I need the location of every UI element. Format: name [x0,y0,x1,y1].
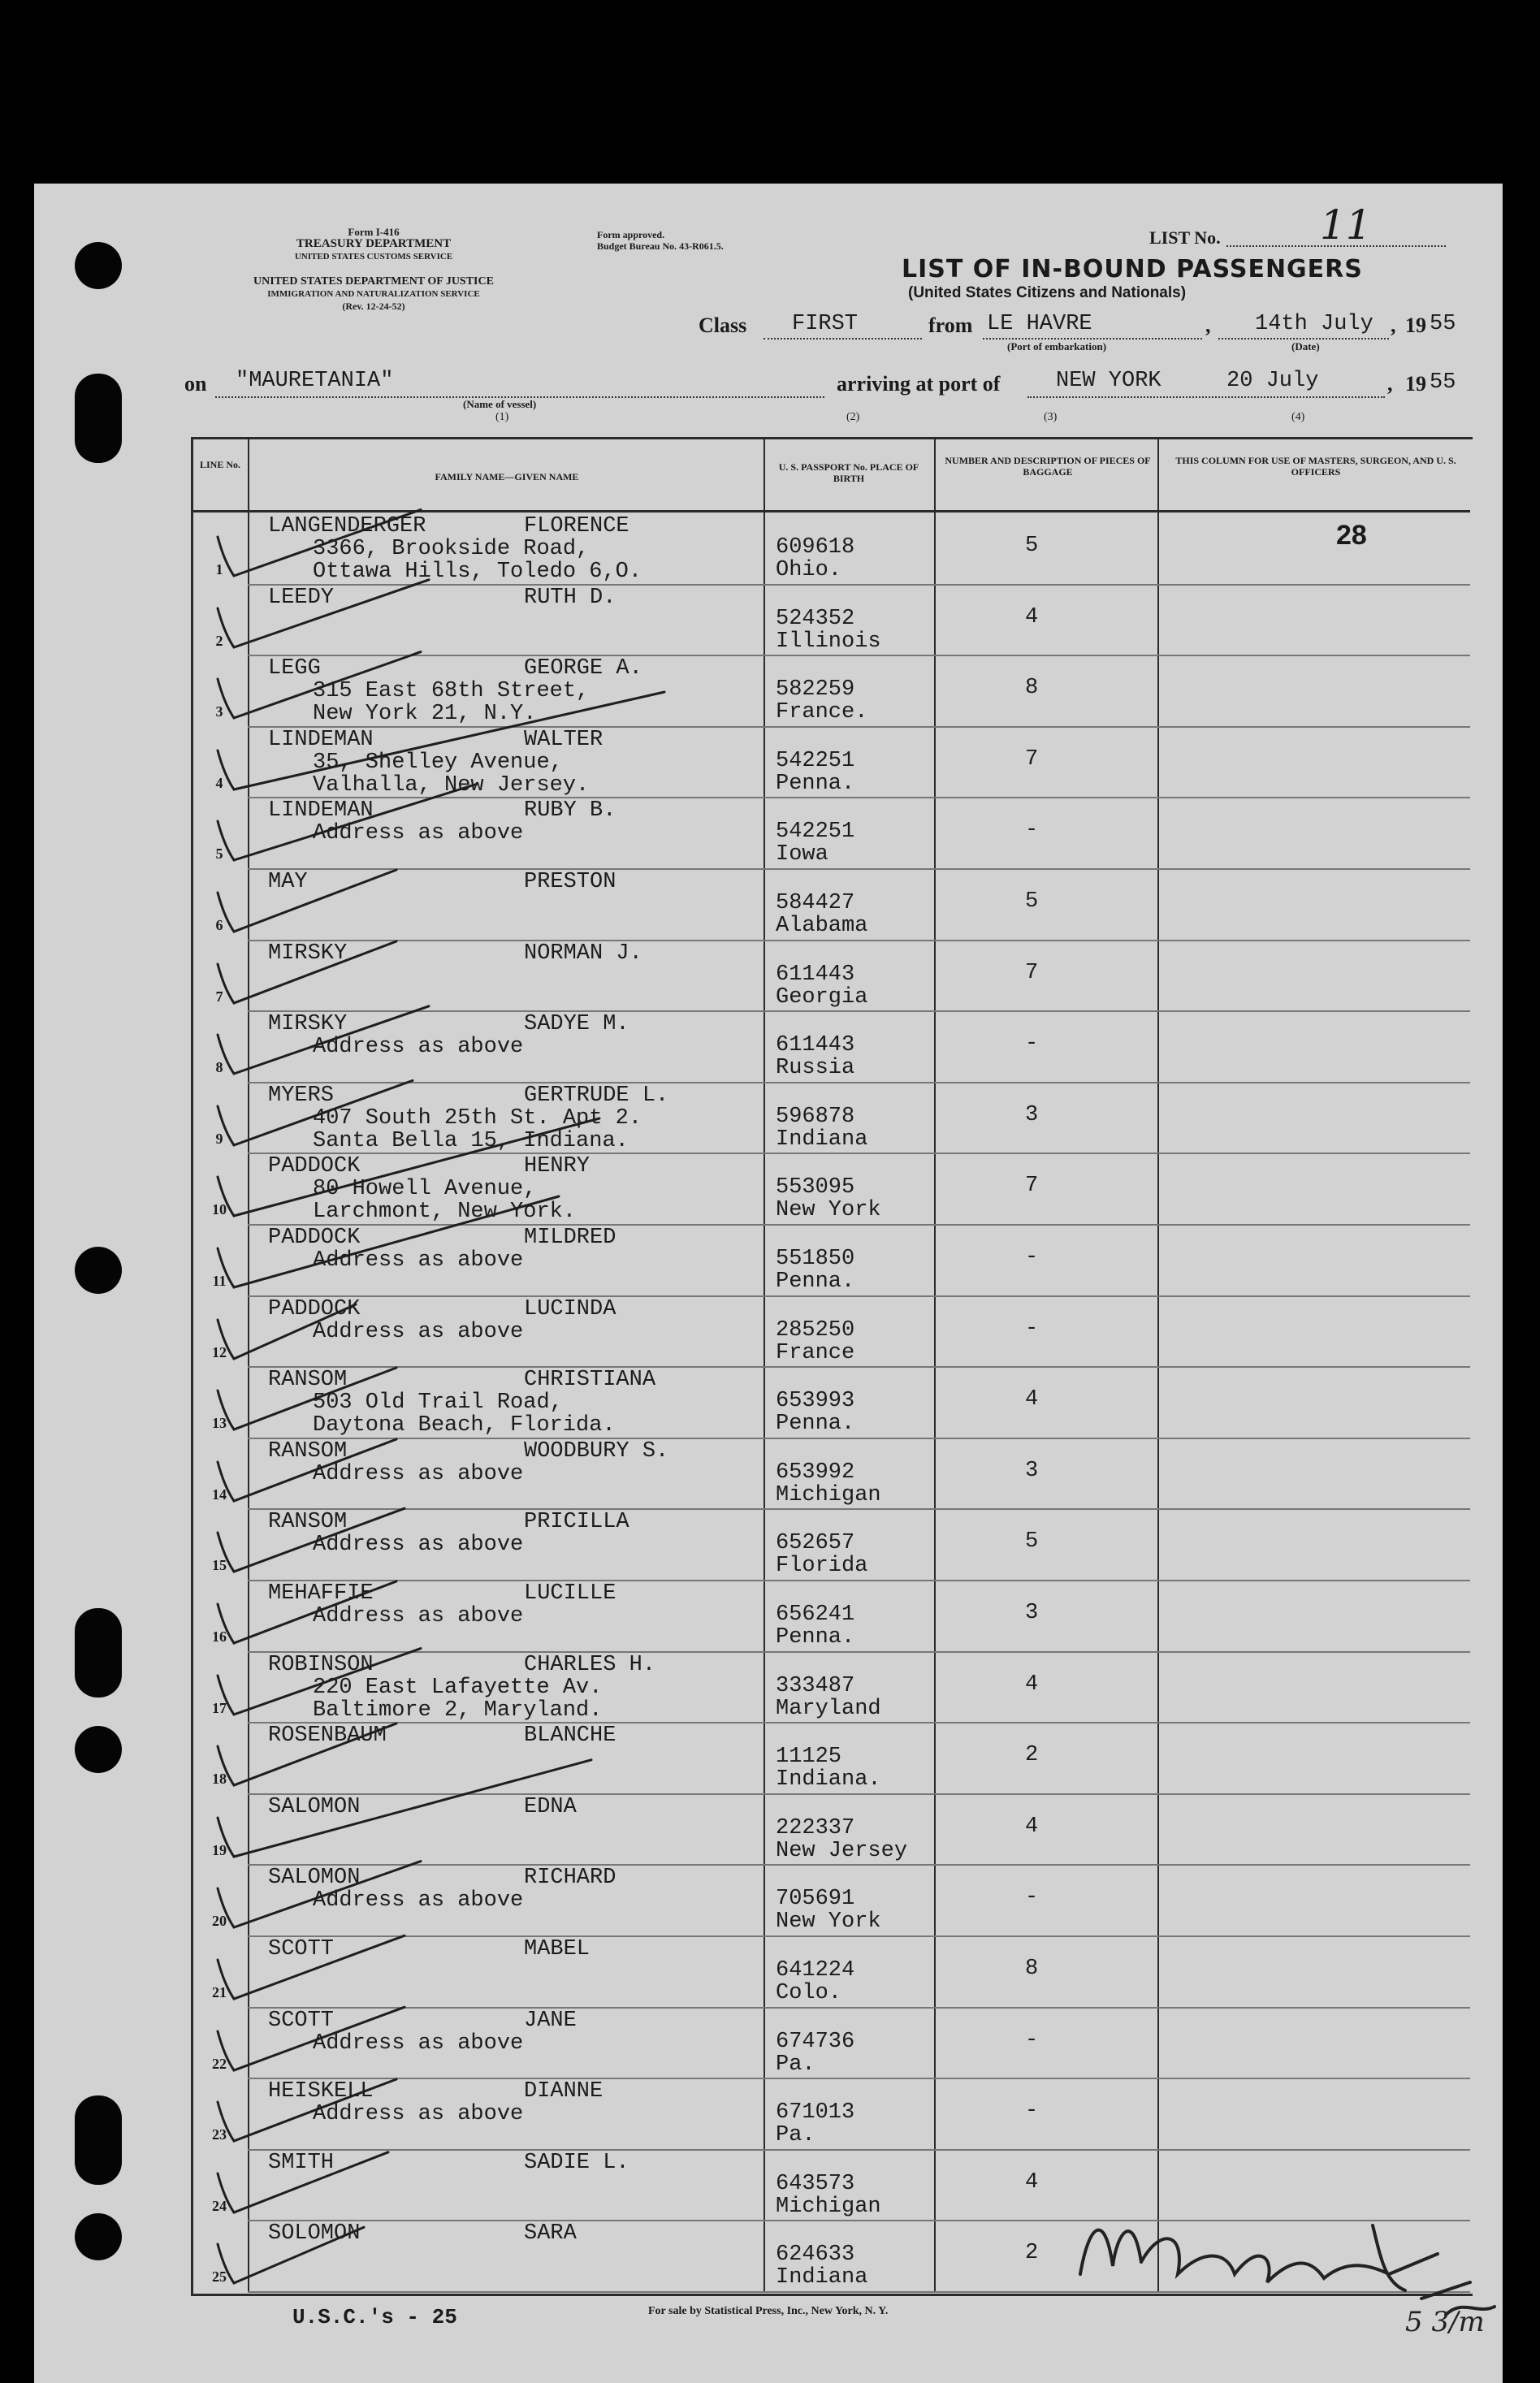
family-name: RANSOM [268,1368,348,1393]
line-number: 7 [215,988,223,1005]
customs-service: UNITED STATES CUSTOMS SERVICE [294,252,453,262]
from-label: from [928,314,973,337]
baggage-count: 7 [1025,1174,1039,1199]
family-name: SMITH [268,2150,335,2175]
family-name: SOLOMON [268,2221,361,2247]
family-name: LINDEMAN [268,798,374,824]
arrival-year-prefix: 19 [1405,372,1426,396]
address-line-1: Address as above [313,1248,524,1273]
baggage-count: 5 [1025,889,1039,914]
line-number: 23 [212,2126,227,2143]
manifest-title: LIST OF IN-BOUND PASSENGERS [902,255,1363,283]
family-name: MAY [268,870,308,894]
passport-number: 553095 [776,1175,855,1200]
address-line-1: 3366, Brookside Road, [313,537,590,561]
baggage-count: - [1025,2027,1039,2052]
row-rule [248,2007,1470,2009]
class-label: Class [699,314,747,337]
arrival-year-suffix: 55 [1430,370,1456,395]
baggage-count: 5 [1025,534,1039,558]
place-of-birth: Pa. [776,2052,815,2077]
line-number: 4 [215,774,223,791]
place-of-birth: Indiana [776,1127,868,1152]
line-number: 18 [212,1771,227,1788]
baggage-count: - [1025,1316,1039,1341]
port-caption: (Port of embarkation) [1007,340,1107,352]
baggage-count: 2 [1025,1743,1039,1768]
given-name: SADIE L. [524,2150,629,2175]
given-name: EDNA [524,1794,577,1819]
place-of-birth: Michigan [776,2194,881,2219]
col-divider-4 [1157,437,1159,2291]
line-number: 13 [212,1415,227,1432]
place-of-birth: Indiana [776,2265,868,2290]
given-name: PRICILLA [524,1510,629,1535]
punch-hole-1 [75,242,122,289]
given-name: PRESTON [524,870,616,894]
row-rule [248,1935,1470,1937]
given-name: HENRY [524,1154,590,1179]
punch-hole-5 [75,1726,122,1773]
address-line-1: 407 South 25th St. Apt 2. [313,1105,642,1131]
address-line-1: 220 East Lafayette Av. [313,1675,603,1700]
place-of-birth: France. [776,700,868,725]
baggage-count: 3 [1025,1458,1039,1483]
given-name: BLANCHE [524,1723,616,1749]
family-name: ROBINSON [268,1652,374,1677]
line-number: 1 [215,561,223,577]
line-number: 19 [212,1841,227,1858]
family-name: LANGENDERGER [268,514,426,538]
line-number: 25 [212,2268,227,2286]
place-of-birth: Georgia [776,984,868,1010]
place-of-birth: Penna. [776,771,855,796]
baggage-count: 7 [1025,960,1039,985]
revision: (Rev. 12-24-52) [342,301,405,312]
family-name: SALOMON [268,1866,361,1891]
list-no-handwritten: 11 [1320,201,1372,249]
address-line-1: Address as above [313,1461,524,1486]
arriving-label: arriving at port of [837,372,1001,396]
given-name: NORMAN J. [524,941,642,966]
address-line-2: Daytona Beach, Florida. [313,1413,616,1438]
line-number: 12 [212,1343,227,1360]
passport-number: 542251 [776,748,855,773]
family-name: SALOMON [268,1794,361,1819]
family-name: MIRSKY [268,1012,348,1037]
place-of-birth: Alabama [776,914,868,938]
usc-count: U.S.C.'s - 25 [292,2305,457,2329]
line-number: 16 [212,1628,227,1645]
place-of-birth: Colo. [776,1981,842,2005]
col-num-3: (3) [1044,411,1058,423]
given-name: RUBY B. [524,798,616,824]
row-rule [248,1651,1470,1653]
address-line-2: Valhalla, New Jersey. [313,772,590,798]
passport-number: 542251 [776,820,855,845]
place-of-birth: Penna. [776,1269,855,1294]
comma-3: , [1387,372,1393,396]
baggage-count: - [1025,818,1039,843]
date-caption: (Date) [1291,340,1320,352]
family-name: RANSOM [268,1510,348,1535]
form-approved: Form approved. [597,229,665,240]
baggage-count: 3 [1025,1601,1039,1625]
col-header-officers: THIS COLUMN FOR USE OF MASTERS, SURGEON, AND U. S. OFFICERS [1175,455,1456,478]
given-name: WALTER [524,727,603,752]
row-rule [248,2149,1470,2151]
place-of-birth: Iowa [776,842,828,867]
passport-number: 674736 [776,2029,855,2054]
budget-bureau: Budget Bureau No. 43-R061.5. [597,240,724,252]
given-name: CHARLES H. [524,1652,656,1677]
col-divider-3 [934,437,936,2291]
baggage-count: - [1025,2099,1039,2124]
address-line-2: Santa Bella 15, Indiana. [313,1128,629,1153]
family-name: MIRSKY [268,941,348,966]
line-number: 22 [212,2055,227,2072]
list-no-label: LIST No. [1149,227,1221,248]
passport-number: 333487 [776,1673,855,1698]
address-line-1: 35, Shelley Avenue, [313,750,563,775]
baggage-count: 2 [1025,2241,1039,2266]
place-of-birth: Michigan [776,1482,881,1507]
place-of-birth: New Jersey [776,1838,908,1863]
vessel-caption: (Name of vessel) [463,398,537,410]
baggage-count: 4 [1025,1672,1039,1697]
line-number: 5 [215,846,223,863]
col-num-2: (2) [846,411,860,423]
place-of-birth: Maryland [776,1696,881,1721]
vessel-name: "MAURETANIA" [236,369,394,393]
passport-number: 11125 [776,1745,842,1770]
punch-hole-2 [75,374,122,463]
family-name: RANSOM [268,1438,348,1464]
family-name: LEEDY [268,585,335,610]
on-label: on [184,372,207,396]
line-number: 24 [212,2197,227,2214]
year-suffix: 55 [1430,312,1456,336]
class-value: FIRST [792,312,859,336]
passport-number: 551850 [776,1247,855,1271]
place-of-birth: Russia [776,1056,855,1081]
baggage-count: - [1025,1245,1039,1269]
address-line-1: 503 Old Trail Road, [313,1390,563,1416]
baggage-count: 3 [1025,1102,1039,1127]
baggage-count: 4 [1025,1387,1039,1412]
line-number: 21 [212,1984,227,2000]
passport-number: 624633 [776,2242,855,2268]
given-name: LUCINDA [524,1296,616,1321]
family-name: SCOTT [268,1937,335,1961]
col-num-4: (4) [1291,411,1305,423]
treasury-dept: TREASURY DEPARTMENT [296,237,452,250]
col-header-baggage: NUMBER AND DESCRIPTION OF PIECES OF BAGGAGE [945,455,1151,478]
address-line-1: Address as above [313,2102,524,2127]
address-line-1: 315 East 68th Street, [313,679,590,704]
passport-number: 671013 [776,2100,855,2126]
family-name: LINDEMAN [268,727,374,752]
passport-number: 609618 [776,535,855,560]
line-number: 10 [212,1201,227,1218]
given-name: SADYE M. [524,1012,629,1037]
arrival-port: NEW YORK [1056,369,1161,393]
passport-number: 584427 [776,891,855,915]
place-of-birth: Florida [776,1554,868,1579]
address-line-1: Address as above [313,1533,524,1558]
given-name: RUTH D. [524,585,616,610]
address-line-2: Larchmont, New York. [313,1200,577,1225]
date-value: 14th July [1255,312,1373,336]
passport-number: 656241 [776,1602,855,1627]
officer-count: 28 [1336,520,1367,551]
place-of-birth: Indiana. [776,1767,881,1793]
family-name: MEHAFFIE [268,1581,374,1606]
line-number: 11 [212,1273,227,1289]
family-name: PADDOCK [268,1154,361,1179]
family-name: PADDOCK [268,1296,361,1321]
given-name: JANE [524,2008,577,2033]
punch-hole-7 [75,2213,122,2260]
row-rule [248,940,1470,941]
baggage-count: 8 [1025,676,1039,701]
baggage-count: - [1025,1031,1039,1057]
baggage-count: - [1025,1885,1039,1910]
comma-1: , [1205,314,1211,337]
svg-text:5 3/m: 5 3/m [1405,2306,1485,2338]
punch-hole-4 [75,1608,122,1698]
passport-number: 653992 [776,1460,855,1485]
place-of-birth: Ohio. [776,558,842,582]
given-name: LUCILLE [524,1581,616,1606]
line-number: 14 [212,1486,227,1503]
passport-number: 652657 [776,1531,855,1556]
officer-signature [1064,2177,1503,2339]
line-number: 20 [212,1913,227,1930]
family-name: MYERS [268,1083,335,1108]
address-line-1: 80 Howell Avenue, [313,1177,537,1202]
form-number: Form I-416 [348,226,400,238]
place-of-birth: New York [776,1909,881,1935]
family-name: SCOTT [268,2008,335,2033]
line-number: 2 [215,632,223,649]
address-line-2: Ottawa Hills, Toledo 6,O. [313,560,642,584]
address-line-1: Address as above [313,821,524,846]
passport-number: 582259 [776,677,855,703]
col-header-passport: U. S. PASSPORT No. PLACE OF BIRTH [778,461,919,484]
family-name: ROSENBAUM [268,1723,387,1749]
passport-number: 705691 [776,1887,855,1912]
line-number: 9 [215,1130,223,1147]
passport-number: 643573 [776,2171,855,2196]
row-rule [248,1366,1470,1368]
line-number: 3 [215,703,223,720]
passport-number: 524352 [776,606,855,631]
given-name: SARA [524,2221,577,2247]
year-prefix: 19 [1405,314,1426,337]
given-name: MILDRED [524,1226,616,1250]
place-of-birth: New York [776,1198,881,1223]
port-value: LE HAVRE [987,312,1092,336]
given-name: GEORGE A. [524,656,642,681]
manifest-subtitle: (United States Citizens and Nationals) [908,284,1187,301]
passport-number: 285250 [776,1317,855,1343]
place-of-birth: Pa. [776,2123,815,2148]
place-of-birth: Penna. [776,1412,855,1437]
passport-number: 653993 [776,1389,855,1414]
given-name: GERTRUDE L. [524,1083,669,1108]
address-line-1: Address as above [313,1888,524,1914]
address-line-1: Address as above [313,1319,524,1344]
given-name: WOODBURY S. [524,1438,669,1464]
passport-number: 222337 [776,1815,855,1840]
place-of-birth: France [776,1340,855,1365]
col-header-line: LINE No. [199,459,240,470]
ins-service: IMMIGRATION AND NATURALIZATION SERVICE [267,289,480,299]
family-name: LEGG [268,656,321,681]
passport-number: 611443 [776,962,855,987]
baggage-count: 4 [1025,604,1039,629]
row-rule [248,1508,1470,1510]
place-of-birth: Penna. [776,1625,855,1650]
address-line-2: New York 21, N.Y. [313,702,537,727]
given-name: FLORENCE [524,514,629,538]
address-line-1: Address as above [313,2031,524,2056]
justice-dept: UNITED STATES DEPARTMENT OF JUSTICE [253,275,494,288]
passport-number: 641224 [776,1958,855,1983]
address-line-1: Address as above [313,1035,524,1060]
line-number: 8 [215,1059,223,1076]
passport-number: 596878 [776,1104,855,1129]
printer-credit: For sale by Statistical Press, Inc., New York, N. Y. [648,2305,889,2317]
arrival-date: 20 July [1226,369,1319,393]
given-name: MABEL [524,1937,590,1961]
family-name: PADDOCK [268,1226,361,1250]
col-num-1: (1) [495,411,509,423]
line-number: 15 [212,1557,227,1574]
baggage-count: 4 [1025,2169,1039,2195]
family-name: HEISKELL [268,2079,374,2104]
passport-number: 611443 [776,1033,855,1058]
line-number: 17 [212,1699,227,1716]
address-line-2: Baltimore 2, Maryland. [313,1698,603,1723]
check-mark [210,2187,372,2301]
punch-hole-3 [75,1247,122,1294]
line-number: 6 [215,917,223,933]
row-rule [248,2078,1470,2079]
col-header-name: FAMILY NAME—GIVEN NAME [435,471,579,482]
address-line-1: Address as above [313,1604,524,1628]
given-name: DIANNE [524,2079,603,2104]
col-divider-2 [764,437,765,2291]
given-name: RICHARD [524,1866,616,1891]
place-of-birth: Illinois [776,629,881,654]
row-rule [248,1580,1470,1581]
baggage-count: 4 [1025,1814,1039,1839]
baggage-count: 5 [1025,1529,1039,1555]
baggage-count: 8 [1025,1957,1039,1981]
comma-2: , [1391,314,1396,337]
given-name: CHRISTIANA [524,1368,656,1393]
baggage-count: 7 [1025,746,1039,772]
punch-hole-6 [75,2095,122,2185]
